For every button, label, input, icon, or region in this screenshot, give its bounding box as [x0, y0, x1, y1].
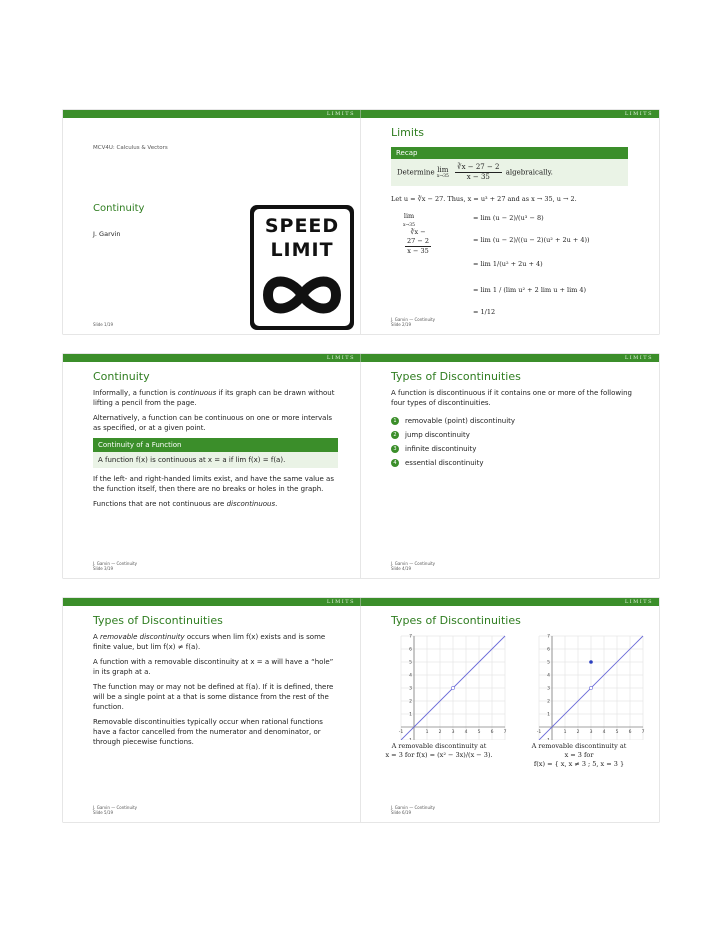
y-tick-label: 6 — [409, 647, 412, 653]
hole-marker — [589, 686, 592, 689]
graph-removable-piecewise — [529, 632, 645, 740]
x-tick-label: 1 — [425, 730, 429, 735]
paragraph-4: Removable discontinuities typically occur when rational functions have a factor cancelled from the numerator and denominator, or through piecewise functions. — [93, 718, 323, 746]
y-tick-label: 2 — [547, 699, 550, 705]
list-item: 1 removable (point) discontinuity — [391, 416, 636, 426]
header-bar: LIMITS — [361, 354, 659, 362]
slide-title: Types of Discontinuities — [391, 370, 521, 383]
footer-author: J. Garvin — Continuity — [93, 561, 138, 566]
definition-block-body: A function f(x) is continuous at x = a if lim f(x) = f(a). — [93, 452, 338, 468]
slide-title: Limits — [391, 126, 424, 139]
list-item: 4 essential discontinuity — [391, 458, 636, 468]
list-item: 2 jump discontinuity — [391, 430, 636, 440]
slide-body — [93, 388, 338, 514]
paragraph-1: Informally, a function is continuous if its graph can be drawn without lifting a pencil from the page. — [93, 389, 335, 407]
x-tick-label: -1 — [398, 730, 404, 735]
infinity-icon — [254, 267, 350, 323]
substitution-text: Let u = ∛x − 27. Thus, x = u³ + 27 and as x → 35, u → 2. — [391, 195, 577, 203]
y-tick-label — [408, 738, 413, 741]
step-left: lim x→35 $\frac{∛x - 27 - 2}{x - 35}$ — [403, 212, 429, 255]
hole-marker — [451, 686, 454, 689]
x-tick-label: 2 — [576, 730, 580, 735]
x-tick-label: -1 — [536, 730, 542, 735]
recap-block-title: Recap — [391, 147, 628, 159]
y-tick-label: 1 — [547, 712, 550, 718]
paragraph-2: Alternatively, a function can be continuous on one or more intervals as specified, or at a given point. — [93, 414, 333, 432]
y-tick-label: 7 — [547, 634, 550, 640]
slide-6 — [361, 598, 659, 822]
slide-3 — [63, 354, 361, 578]
y-tick-label: 5 — [409, 660, 412, 666]
x-tick-label: 6 — [490, 730, 494, 735]
x-tick-label: 2 — [438, 730, 442, 735]
step-4: = lim 1 / (lim u² + 2 lim u + lim 4) — [473, 286, 587, 294]
speed-limit-sign — [250, 205, 354, 330]
y-tick-label — [546, 738, 551, 741]
slide-2 — [361, 110, 659, 334]
slide-title: Continuity — [93, 370, 150, 383]
header-bar: LIMITS — [63, 598, 361, 606]
header-bar: LIMITS — [63, 110, 361, 118]
sign-word-speed: SPEED — [264, 215, 340, 237]
footer-author: J. Garvin — Continuity — [391, 561, 436, 566]
x-tick-label: 4 — [464, 730, 468, 735]
course-label: MCV4U: Calculus & Vectors — [93, 145, 168, 151]
slide-number: Slide 1/19 — [93, 322, 114, 327]
slide-body — [93, 632, 338, 752]
header-bar: LIMITS — [63, 354, 361, 362]
recap-block-body: Determine lim x→35 $\frac{∛x - 27 - 2}{x - 35}$ algebraically. — [391, 159, 628, 186]
deck-title: Continuity — [93, 203, 145, 214]
slide-title: Types of Discontinuities — [391, 614, 521, 627]
y-tick-label: 2 — [409, 699, 412, 705]
graph-removable-rational — [391, 632, 507, 740]
slide-number: Slide 3/19 — [93, 566, 114, 571]
footer-author: J. Garvin — Continuity — [93, 805, 138, 810]
y-tick-label: 6 — [547, 647, 550, 653]
header-bar: LIMITS — [361, 598, 659, 606]
defined-point — [589, 660, 593, 664]
step-2: = lim (u − 2)/((u − 2)(u² + 2u + 4)) — [473, 236, 590, 244]
caption-2: A removable discontinuity at x = 3 for f(x) = { x, x ≠ 3 ; 5, x = 3 } — [531, 742, 627, 768]
x-tick-label: 3 — [451, 730, 455, 735]
slide-number: Slide 5/19 — [93, 810, 114, 815]
y-tick-label: 3 — [409, 686, 412, 692]
x-tick-label: 6 — [628, 730, 632, 735]
intro-text: A function is discontinuous if it contains one or more of the following four types of discontinuities. — [391, 389, 632, 407]
paragraph-4: Functions that are not continuous are discontinuous. — [93, 500, 278, 508]
footer-author: J. Garvin — Continuity — [391, 317, 436, 322]
y-tick-label: 5 — [547, 660, 550, 666]
slide-5 — [63, 598, 361, 822]
slide-number: Slide 2/19 — [391, 322, 412, 327]
x-tick-label: 1 — [563, 730, 567, 735]
sign-word-limit: LIMIT — [270, 239, 334, 261]
slide-number: Slide 4/19 — [391, 566, 412, 571]
y-tick-label: 7 — [409, 634, 412, 640]
y-tick-label: 4 — [409, 673, 412, 679]
author: J. Garvin — [93, 230, 121, 238]
x-tick-label: 7 — [503, 730, 507, 735]
paragraph-3: If the left- and right-handed limits exist, and have the same value as the function itself, then there are no breaks or holes in the graph. — [93, 475, 334, 493]
y-tick-label: 4 — [547, 673, 550, 679]
header-bar: LIMITS — [361, 110, 659, 118]
step-5: = 1/12 — [473, 308, 496, 316]
slide-title: Types of Discontinuities — [93, 614, 223, 627]
slide-body — [391, 388, 636, 472]
y-tick-label: 3 — [547, 686, 550, 692]
x-tick-label: 7 — [641, 730, 645, 735]
x-tick-label: 3 — [589, 730, 593, 735]
x-tick-label: 4 — [602, 730, 606, 735]
slide-number: Slide 6/19 — [391, 810, 412, 815]
x-tick-label: 5 — [615, 730, 619, 735]
definition-block-title: Continuity of a Function — [93, 438, 338, 452]
step-3: = lim 1/(u² + 2u + 4) — [473, 260, 543, 268]
paragraph-2: A function with a removable discontinuity at x = a will have a “hole” in its graph at a. — [93, 658, 334, 676]
x-tick-label: 5 — [477, 730, 481, 735]
recap-block — [391, 147, 628, 186]
y-tick-label: 1 — [409, 712, 412, 718]
caption-1: A removable discontinuity at x = 3 for f(x) = (x² − 3x)/(x − 3). — [385, 742, 493, 759]
step-1: = lim (u − 2)/(u³ − 8) — [473, 214, 544, 222]
list-item: 3 infinite discontinuity — [391, 444, 636, 454]
paragraph-1: A removable discontinuity occurs when lim f(x) exists and is some finite value, but lim f(x) ≠ f(a). — [93, 633, 326, 651]
definition-block — [93, 438, 338, 468]
slide-1 — [63, 110, 361, 334]
footer-author: J. Garvin — Continuity — [391, 805, 436, 810]
slide-4 — [361, 354, 659, 578]
paragraph-3: The function may or may not be defined at f(a). If it is defined, there will be a single point at a that is some distance from the rest of the function. — [93, 683, 334, 711]
